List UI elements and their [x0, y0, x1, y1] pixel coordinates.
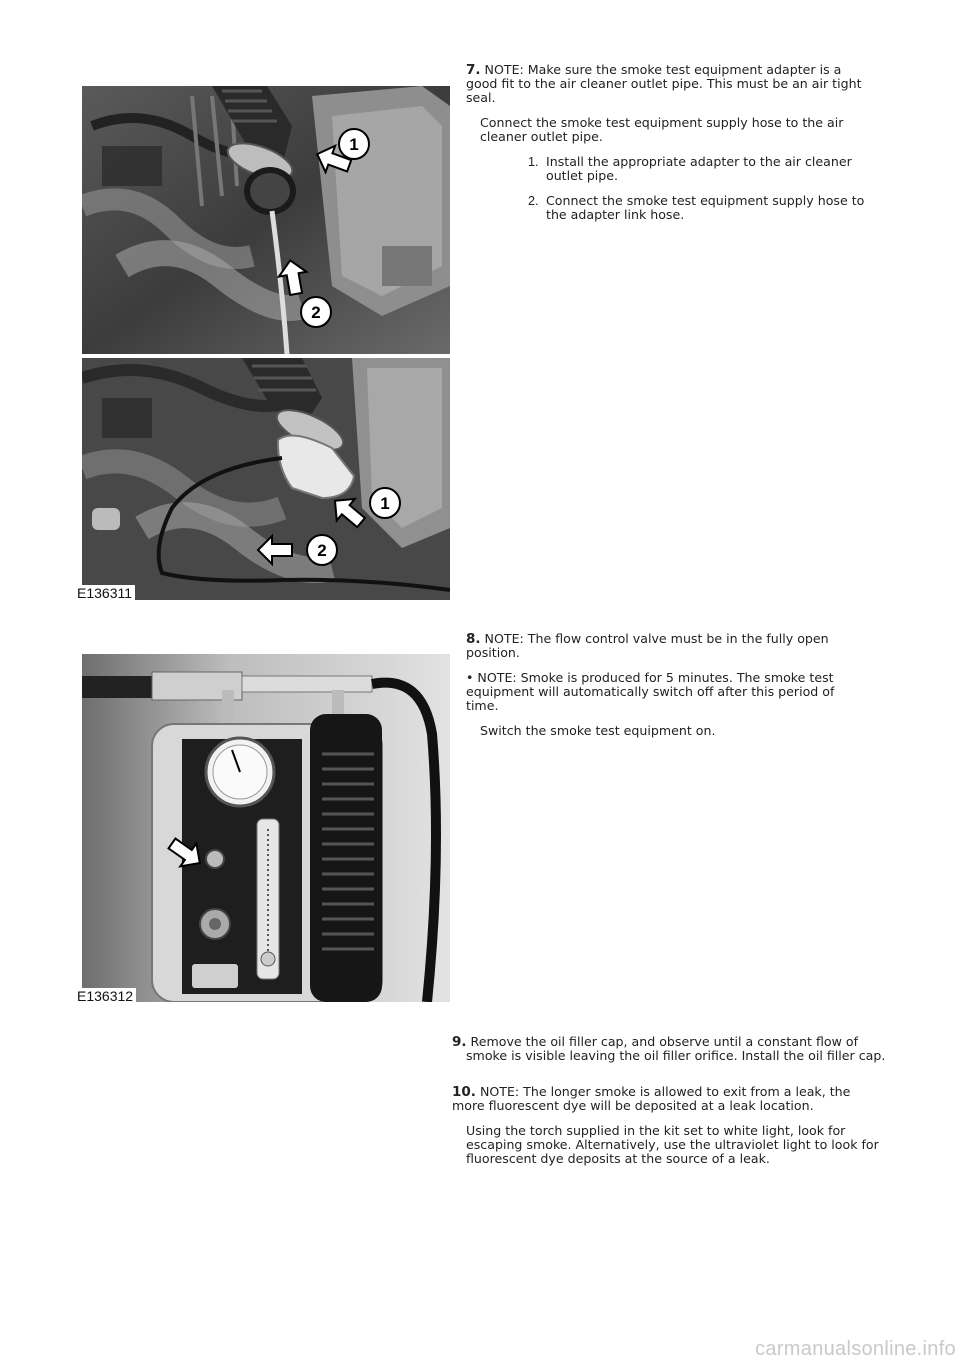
step-10-note	[452, 1085, 882, 1113]
callout-2-bottom: 2	[317, 541, 327, 560]
step-number: 7.	[466, 62, 481, 78]
step-number: 9.	[452, 1034, 467, 1050]
step-9-text	[452, 1035, 900, 1063]
step-7-instruction: Connect the smoke test equipment supply hose to the air cleaner outlet pipe.	[480, 115, 844, 144]
step-8-note	[466, 632, 866, 660]
step-8-instruction: Switch the smoke test equipment on.	[480, 723, 716, 738]
sub-step-text: Connect the smoke test equipment supply hose to the adapter link hose.	[546, 193, 865, 222]
smoke-machine-illustration	[82, 654, 450, 1002]
step-7-sub-1	[466, 155, 874, 183]
step-text: Remove the oil filler cap, and observe until a constant flow of smoke is visible leaving the oil filler orifice. Install the oil filler cap.	[466, 1034, 886, 1063]
step-7-sub-2	[466, 194, 874, 222]
sub-step-text: Install the appropriate adapter to the air cleaner outlet pipe.	[546, 154, 852, 183]
note-text: NOTE: The flow control valve must be in the fully open position.	[466, 631, 829, 660]
figure-smoke-machine	[74, 650, 456, 1006]
step-8	[466, 632, 866, 738]
note-text: NOTE: The longer smoke is allowed to exit from a leak, the more fluorescent dye will be deposited at a leak location.	[452, 1084, 851, 1113]
step-10	[452, 1085, 882, 1166]
sub-step-number: 2.	[528, 194, 539, 208]
step-number: 10.	[452, 1084, 476, 1100]
figure-label: E136312	[74, 988, 136, 1004]
watermark: carmanualsonline.info	[755, 1338, 956, 1360]
step-9	[452, 1035, 900, 1063]
engine-photo-top	[82, 86, 450, 354]
figure-adapter-install	[74, 82, 456, 604]
sub-step-number: 1.	[528, 155, 539, 169]
smoke-machine-photo	[82, 654, 450, 1002]
figure-label: E136311	[74, 585, 135, 601]
engine-illustration-bottom	[82, 358, 450, 600]
callout-1-bottom: 1	[380, 494, 390, 513]
engine-photo-bottom	[82, 358, 450, 600]
step-7-note	[466, 63, 874, 105]
step-8-note-2: • NOTE: Smoke is produced for 5 minutes. The smoke test equipment will automatically switch off after this period of time.	[466, 670, 835, 713]
callout-2-top: 2	[311, 303, 321, 322]
step-10-instruction: Using the torch supplied in the kit set to white light, look for escaping smoke. Alternatively, use the ultraviolet light to look for fluorescent dye deposits at the source of a leak.	[466, 1123, 879, 1166]
engine-illustration-top	[82, 86, 450, 354]
step-number: 8.	[466, 631, 481, 647]
note-text: NOTE: Make sure the smoke test equipment adapter is a good fit to the air cleaner outlet pipe. This must be an air tight seal.	[466, 62, 862, 105]
callout-1-top: 1	[349, 135, 359, 154]
step-7	[466, 63, 874, 222]
